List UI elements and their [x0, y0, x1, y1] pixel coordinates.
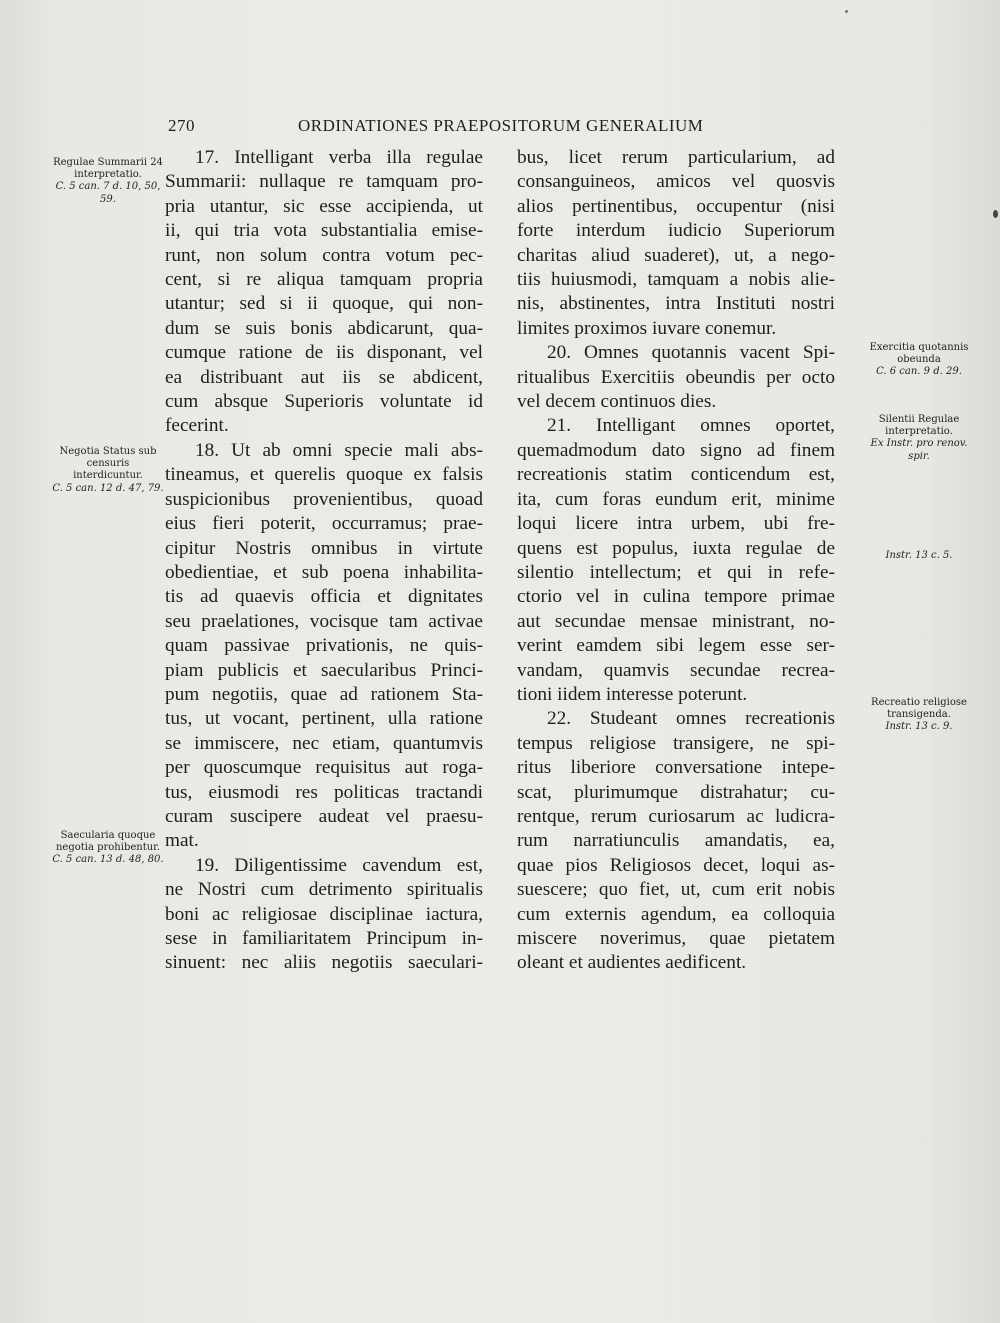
right-text-column	[517, 146, 835, 976]
text-line: tus, ut vocant, pertinent, ulla ratione	[165, 708, 483, 730]
text-line: alios pertinentibus, occupentur (nisi	[517, 195, 835, 217]
text-line: piam publicis et saecularibus Princi-	[165, 659, 483, 681]
text-line: 20. Omnes quotannis vacent Spi-	[547, 342, 835, 364]
text-line: miscere noverimus, quae pietatem	[517, 928, 835, 949]
text-line: ii, qui tria vota substantialia emise-	[165, 220, 483, 242]
text-line: runt, non solum contra votum pec-	[165, 244, 483, 266]
text-line: consanguineos, amicos vel quosvis	[517, 171, 835, 193]
text-line: rum narratiunculis amandatis, ea,	[517, 830, 835, 852]
text-line: 17. Intelligant verba illa regulae	[195, 147, 483, 168]
text-line: ne Nostri cum detrimento spiritualis	[165, 879, 483, 901]
text-line: tus, eiusmodi res politicas tractandi	[165, 781, 483, 803]
text-line: seu praelationes, vocisque tam activae	[165, 610, 483, 632]
text-line: recreationis statim conticendum est,	[517, 464, 835, 486]
text-line: ritus liberiore conversatione intepe-	[517, 757, 835, 779]
margin-note-label: Exercitia quotannis obeunda	[869, 342, 969, 366]
text-line: boni ac religiosae disciplinae iactura,	[165, 903, 483, 925]
text-line: obedientiae, et sub poena inhabilita-	[165, 561, 483, 583]
running-title: ORDINATIONES PRAEPOSITORUM GENERALIUM	[298, 116, 704, 135]
text-line: aut secundae mensae ministrant, no-	[517, 610, 835, 632]
text-line: 21. Intelligant omnes oportet,	[547, 415, 835, 437]
margin-note-right-3	[866, 550, 972, 562]
text-line: eius fieri poterit, occurramus; prae-	[165, 513, 483, 535]
text-line: charitas aliud suaderet), ut, a nego-	[517, 244, 835, 266]
text-line: tiis huiusmodi, tamquam a nobis alie-	[517, 269, 835, 291]
text-line: nis, abstinentes, intra Instituti nostri	[517, 293, 835, 315]
margin-note-right-4	[866, 697, 972, 734]
margin-note-left-3	[52, 830, 164, 867]
margin-note-ref: Ex Instr. pro renov. spir.	[870, 438, 968, 462]
text-line: utantur; sed si ii quoque, qui non-	[165, 293, 483, 315]
text-line: vandam, quamvis secundae recrea-	[517, 659, 835, 681]
margin-note-label: Regulae Summarii 24 interpretatio.	[53, 157, 163, 181]
margin-note-ref: Instr. 13 c. 9.	[885, 721, 953, 733]
margin-note-label: Silentii Regulae interpretatio.	[878, 414, 960, 438]
margin-note-left-1	[52, 157, 164, 206]
text-line: oleant et audientes aedificent.	[517, 952, 747, 974]
text-line: 18. Ut ab omni specie mali abs-	[195, 439, 483, 461]
text-line: ita, cum foras eundum erit, minime	[517, 488, 835, 510]
text-line: cipitur Nostris omnibus in virtute	[165, 537, 483, 559]
text-line: tempus religiose transigere, ne spi-	[517, 732, 835, 754]
text-line: forte interdum iudicio Superiorum	[517, 220, 835, 242]
text-line: mat.	[165, 830, 199, 852]
margin-note-ref: C. 5 can. 13 d. 48, 80.	[52, 854, 164, 866]
margin-note-label: Recreatio religiose transigenda.	[871, 697, 967, 721]
text-line: rentque, rerum curiosarum ac ludicra-	[517, 805, 835, 827]
text-line: suescere; quo fiet, ut, cum erit nobis	[517, 879, 835, 901]
text-line: 22. Studeant omnes recreationis	[547, 708, 835, 730]
text-line: pria utantur, sic esse accipienda, ut	[165, 195, 483, 217]
margin-note-left-2	[52, 446, 164, 495]
text-line: ctorio vel in culina tempore primae	[517, 586, 835, 608]
text-line: cumque ratione de iis disponant, vel	[165, 342, 483, 364]
text-line: sinuent: nec aliis negotiis saeculari-	[165, 952, 483, 974]
text-line: cum absque Superioris voluntate id	[165, 391, 483, 413]
margin-note-ref: C. 5 can. 7 d. 10, 50, 59.	[55, 181, 161, 205]
margin-note-right-2	[866, 414, 972, 463]
text-line: vel decem continuos dies.	[517, 391, 717, 413]
text-line: per quoscumque requisitus aut roga-	[165, 757, 483, 779]
text-line: tioni iidem interesse poterunt.	[517, 683, 748, 705]
page-speck	[993, 210, 998, 218]
text-line: bus, licet rerum particularium, ad	[517, 147, 835, 168]
text-line: scat, plurimumque distrahatur; cu-	[517, 781, 835, 803]
margin-note-ref: C. 5 can. 12 d. 47, 79.	[52, 482, 164, 494]
margin-note-ref: C. 6 can. 9 d. 29.	[876, 366, 962, 378]
page-header	[160, 116, 730, 142]
text-line: quae pios Religiosos decet, loqui as-	[517, 854, 835, 876]
text-line: se immiscere, nec etiam, quantumvis	[165, 732, 483, 754]
margin-note-label: Saecularia quoque negotia prohibentur.	[55, 830, 161, 854]
text-line: quens est populus, iuxta regulae de	[517, 537, 835, 559]
text-line: cent, si re aliqua tamquam propria	[165, 269, 483, 291]
margin-note-right-1	[866, 342, 972, 379]
text-line: cum externis agendum, ea colloquia	[517, 903, 835, 925]
text-line: curam suscipere audeat vel praesu-	[165, 805, 483, 827]
text-line: loqui licere intra urbem, ubi fre-	[517, 513, 835, 535]
text-line: tineamus, et querelis quoque ex falsis	[165, 464, 483, 486]
text-line: ritualibus Exercitiis obeundis per octo	[517, 366, 835, 388]
text-line: quam passivae privationis, ne quis-	[165, 635, 483, 657]
text-line: verint eamdem sibi legem esse ser-	[517, 635, 835, 657]
text-line: Summarii: nullaque re tamquam pro-	[165, 171, 483, 193]
text-line: sese in familiaritatem Principum in-	[165, 928, 483, 949]
text-line: silentio intellectum; et qui in refe-	[517, 561, 835, 583]
text-line: tis ad quaevis officia et dignitates	[165, 586, 483, 608]
page-speck	[845, 10, 848, 13]
page-number: 270	[168, 116, 195, 135]
margin-note-label: Negotia Status sub censuris interdicuntur.	[59, 446, 157, 482]
text-line: quemadmodum dato signo ad finem	[517, 439, 835, 461]
text-line: 19. Diligentissime cavendum est,	[195, 854, 483, 876]
text-line: limites proximos iuvare conemur.	[517, 317, 777, 339]
margin-note-ref: Instr. 13 c. 5.	[885, 550, 953, 561]
left-text-column	[165, 146, 483, 976]
text-line: dum se suis bonis abdicarunt, qua-	[165, 317, 483, 339]
text-line: ea distribuant aut iis se abdicent,	[165, 366, 483, 388]
text-line: fecerint.	[165, 415, 229, 437]
text-line: suspicionibus provenientibus, quoad	[165, 488, 483, 510]
text-line: pum negotiis, quae ad rationem Sta-	[165, 683, 483, 705]
